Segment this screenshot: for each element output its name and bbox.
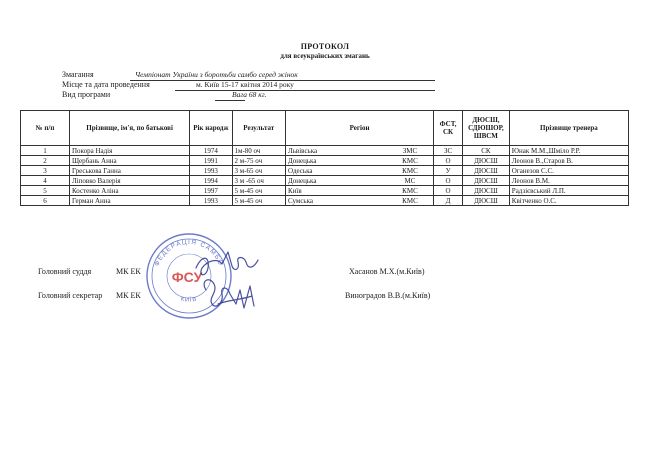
table-row <box>21 196 629 206</box>
stamp-center-text: ФСУ <box>171 269 203 285</box>
cell-name: Покора Надія <box>69 146 189 156</box>
stamp-bottom-text: КИЇВ <box>179 296 199 304</box>
cell-coach: Леонов В.М. <box>509 176 628 186</box>
cell-year: 1991 <box>190 156 232 166</box>
cell-rank: ЗМС <box>387 146 434 156</box>
program-label: Вид програми <box>62 90 111 99</box>
col-header-year: Рік народж <box>190 111 232 146</box>
judge-label: Головний суддя <box>38 267 92 276</box>
cell-region: Одеська <box>285 166 386 176</box>
cell-fst: У <box>434 166 463 176</box>
cell-rank: МС <box>387 176 434 186</box>
cell-school: ДЮСШ <box>463 166 510 176</box>
cell-rank: КМС <box>387 156 434 166</box>
cell-number: 5 <box>21 186 70 196</box>
cell-result: 5 м-45 оч <box>232 186 285 196</box>
cell-number: 6 <box>21 196 70 206</box>
secretary-label: Головний секретар <box>38 291 103 300</box>
cell-number: 3 <box>21 166 70 176</box>
col-header-school: ДЮСШ, СДЮШОР, ШВСМ <box>463 111 510 146</box>
cell-school: ДЮСШ <box>463 196 510 206</box>
cell-name: Щербань Анна <box>69 156 189 166</box>
signature-scribble <box>188 246 268 326</box>
cell-name: Герман Анна <box>69 196 189 206</box>
cell-name: Греськова Ганна <box>69 166 189 176</box>
cell-result: 1м-80 оч <box>232 146 285 156</box>
cell-school: ДЮСШ <box>463 176 510 186</box>
cell-fst: О <box>434 176 463 186</box>
cell-year: 1993 <box>190 166 232 176</box>
cell-year: 1997 <box>190 186 232 196</box>
cell-school: СК <box>463 146 510 156</box>
judge-name: Хасанов М.Х.(м.Київ) <box>349 267 425 276</box>
table-row <box>21 176 629 186</box>
cell-fst: О <box>434 156 463 166</box>
cell-region: Донецька <box>285 156 386 166</box>
cell-result: 2 м-75 оч <box>232 156 285 166</box>
cell-region: Сумська <box>285 196 386 206</box>
protocol-subtitle: для всеукраїнських змагань <box>280 52 370 60</box>
place-label: Місце та дата проведення <box>62 80 150 89</box>
cell-rank: КМС <box>387 166 434 176</box>
table-row <box>21 146 629 156</box>
cell-result: 3 м -65 оч <box>232 176 285 186</box>
cell-number: 1 <box>21 146 70 156</box>
table-row <box>21 156 629 166</box>
cell-rank: КМС <box>387 186 434 196</box>
cell-result: 5 м-45 оч <box>232 196 285 206</box>
place-value: м. Київ 15-17 квітня 2014 року <box>196 80 294 89</box>
program-underline <box>215 100 245 101</box>
cell-region: Донецька <box>285 176 386 186</box>
cell-coach: Юнак М.М.,Шміло Р.Р. <box>509 146 628 156</box>
cell-name: Ліповко Валерія <box>69 176 189 186</box>
secretary-name: Виноградов В.В.(м.Київ) <box>345 291 431 300</box>
cell-year: 1993 <box>190 196 232 206</box>
col-header-fst: ФСТ, СК <box>434 111 463 146</box>
col-header-name: Прізвище, ім'я, по батькові <box>69 111 189 146</box>
cell-region: Львівська <box>285 146 386 156</box>
col-header-coach: Прізвище тренера <box>509 111 628 146</box>
cell-coach: Радзієвський Л.П. <box>509 186 628 196</box>
table-row <box>21 166 629 176</box>
cell-number: 2 <box>21 156 70 166</box>
competition-value: Чемпіонат України з боротьби самбо серед жінок <box>135 70 298 79</box>
program-value: Вага 68 кг. <box>232 90 267 99</box>
competition-label: Змагання <box>62 70 94 79</box>
cell-coach: Квітченко О.С. <box>509 196 628 206</box>
place-underline <box>175 90 435 91</box>
cell-rank: КМС <box>387 196 434 206</box>
cell-year: 1974 <box>190 146 232 156</box>
cell-fst: О <box>434 186 463 196</box>
col-header-region: Регіон <box>285 111 433 146</box>
cell-fst: ЗС <box>434 146 463 156</box>
cell-fst: Д <box>434 196 463 206</box>
cell-name: Костенко Аліна <box>69 186 189 196</box>
results-table <box>20 110 629 206</box>
cell-region: Київ <box>285 186 386 196</box>
cell-school: ДЮСШ <box>463 186 510 196</box>
stamp-top-text: ФЕДЕРАЦІЯ САМБО <box>153 238 225 268</box>
judge-org: МК ЕК <box>116 267 141 276</box>
table-header-row <box>21 111 629 146</box>
cell-coach: Оганезов С.С. <box>509 166 628 176</box>
protocol-title: ПРОТОКОЛ <box>300 42 350 51</box>
table-row <box>21 186 629 196</box>
secretary-org: МК ЕК <box>116 291 141 300</box>
cell-year: 1994 <box>190 176 232 186</box>
cell-result: 3 м-65 оч <box>232 166 285 176</box>
cell-number: 4 <box>21 176 70 186</box>
cell-school: ДЮСШ <box>463 156 510 166</box>
cell-coach: Леонов В.,Старов В. <box>509 156 628 166</box>
col-header-number: № п/п <box>21 111 70 146</box>
col-header-result: Результат <box>232 111 285 146</box>
